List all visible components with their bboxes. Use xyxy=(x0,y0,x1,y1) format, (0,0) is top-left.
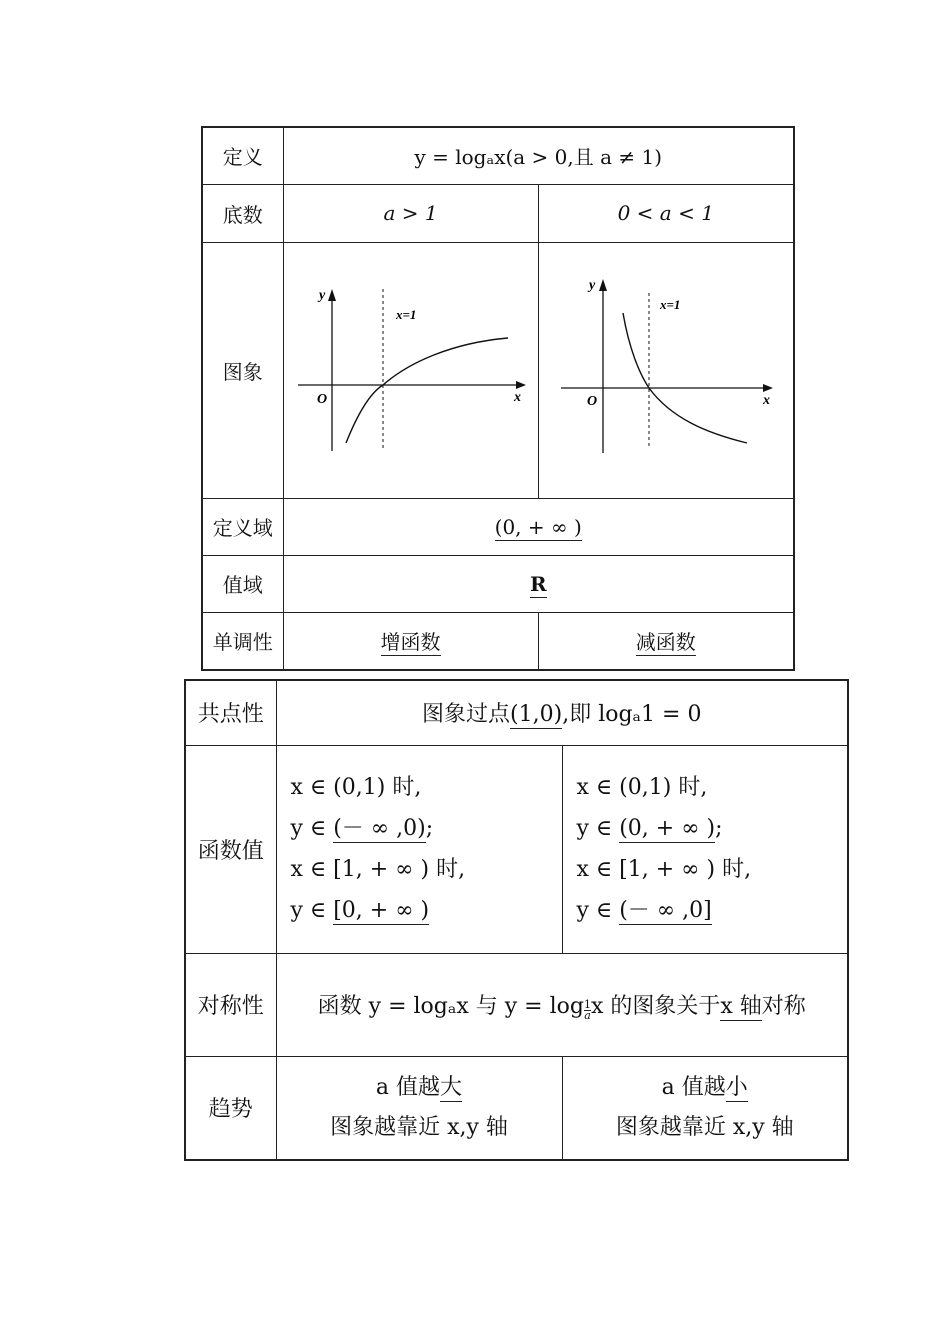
monotonicity-label: 单调性 xyxy=(202,612,283,670)
values-case2-line4-prefix: y ∈ xyxy=(576,898,620,923)
graph-increasing-cell xyxy=(283,242,538,498)
values-case2-line4-value: (－ ∞ ,0] xyxy=(619,898,712,923)
graph-decreasing xyxy=(541,243,791,493)
asymptote-label: x=1 xyxy=(395,306,416,322)
x-axis-arrow xyxy=(516,381,526,389)
origin-label: O xyxy=(316,391,327,407)
monotonicity-increasing: 增函数 xyxy=(380,630,441,655)
trend-case1-word: 大 xyxy=(440,1074,463,1100)
log-curve-decreasing xyxy=(623,313,747,443)
fixed-point-cell xyxy=(276,680,848,745)
axis-y-label: y xyxy=(588,277,595,293)
values-case1-line2-suffix: ; xyxy=(425,816,434,841)
graph-label: 图象 xyxy=(202,242,283,498)
y-axis-arrow xyxy=(328,289,336,301)
domain-label: 定义域 xyxy=(202,498,283,555)
values-case2-line2-value: (0, + ∞ ) xyxy=(619,816,716,841)
trend-case2-word: 小 xyxy=(725,1074,748,1100)
definition-formula: y = logₐx(a > 0,且 a ≠ 1) xyxy=(283,127,794,184)
values-case1-line4-prefix: y ∈ xyxy=(290,898,334,923)
values-case1 xyxy=(276,745,562,953)
range-label: 值域 xyxy=(202,555,283,612)
trend-label: 趋势 xyxy=(185,1056,276,1160)
domain-value: (0, + ∞ ) xyxy=(494,514,582,539)
base-case-between-zero-one: 0 < a < 1 xyxy=(538,184,794,242)
graph-decreasing-cell xyxy=(538,242,794,498)
trend-case2-prefix: a 值越 xyxy=(661,1074,726,1100)
symmetry-text-mid: x 的图象关于 xyxy=(590,993,721,1019)
monotonicity-decreasing: 减函数 xyxy=(635,630,696,655)
definition-label: 定义 xyxy=(202,127,283,184)
symmetry-cell xyxy=(276,953,848,1056)
values-case2-line1: x ∈ (0,1) 时, xyxy=(576,775,708,800)
axis-x-label: x xyxy=(762,392,770,408)
trend-case1 xyxy=(276,1056,562,1160)
origin-label: O xyxy=(586,393,597,409)
fixed-point-suffix: ,即 logₐ1 = 0 xyxy=(562,702,702,728)
values-case1-line2-value: (－ ∞ ,0) xyxy=(333,816,426,841)
fraction-numerator: 1 xyxy=(583,997,591,1011)
base-case-greater-than-one: a > 1 xyxy=(283,184,538,242)
fixed-point-prefix: 图象过点 xyxy=(422,702,511,728)
trend-case1-line2: 图象越靠近 x,y 轴 xyxy=(330,1114,508,1140)
fixed-point-value: (1,0) xyxy=(510,702,563,728)
symmetry-fraction-base xyxy=(583,997,591,1022)
values-case2-line2-suffix: ; xyxy=(715,816,723,841)
trend-case2 xyxy=(562,1056,848,1160)
axis-x-label: x xyxy=(513,389,521,405)
log-curve-increasing xyxy=(346,338,508,443)
y-axis-arrow xyxy=(599,279,607,291)
symmetry-axis: x 轴 xyxy=(720,993,762,1019)
values-case1-line4-value: [0, + ∞ ) xyxy=(333,898,430,923)
values-case1-line2-prefix: y ∈ xyxy=(290,816,334,841)
log-function-properties-table-2 xyxy=(184,679,849,1161)
fixed-point-label: 共点性 xyxy=(185,680,276,745)
trend-case1-prefix: a 值越 xyxy=(375,1074,441,1100)
base-label: 底数 xyxy=(202,184,283,242)
values-case2-line3: x ∈ [1, + ∞ ) 时, xyxy=(576,857,752,882)
x-axis-arrow xyxy=(763,384,773,392)
values-case2-line2-prefix: y ∈ xyxy=(576,816,620,841)
asymptote-label: x=1 xyxy=(659,296,681,312)
values-case2 xyxy=(562,745,848,953)
symmetry-text-post: 对称 xyxy=(761,993,806,1019)
log-function-properties-table-1 xyxy=(201,126,795,671)
range-value: R xyxy=(529,571,547,596)
symmetry-label: 对称性 xyxy=(185,953,276,1056)
values-case1-line3: x ∈ [1, + ∞ ) 时, xyxy=(290,857,466,882)
axis-y-label: y xyxy=(318,287,325,303)
graph-increasing xyxy=(286,243,536,493)
values-label: 函数值 xyxy=(185,745,276,953)
fraction-denominator: a xyxy=(584,1008,591,1022)
trend-case2-line2: 图象越靠近 x,y 轴 xyxy=(615,1114,794,1140)
values-case1-line1: x ∈ (0,1) 时, xyxy=(290,775,422,800)
symmetry-text-pre: 函数 y = logₐx 与 y = log xyxy=(317,993,584,1019)
